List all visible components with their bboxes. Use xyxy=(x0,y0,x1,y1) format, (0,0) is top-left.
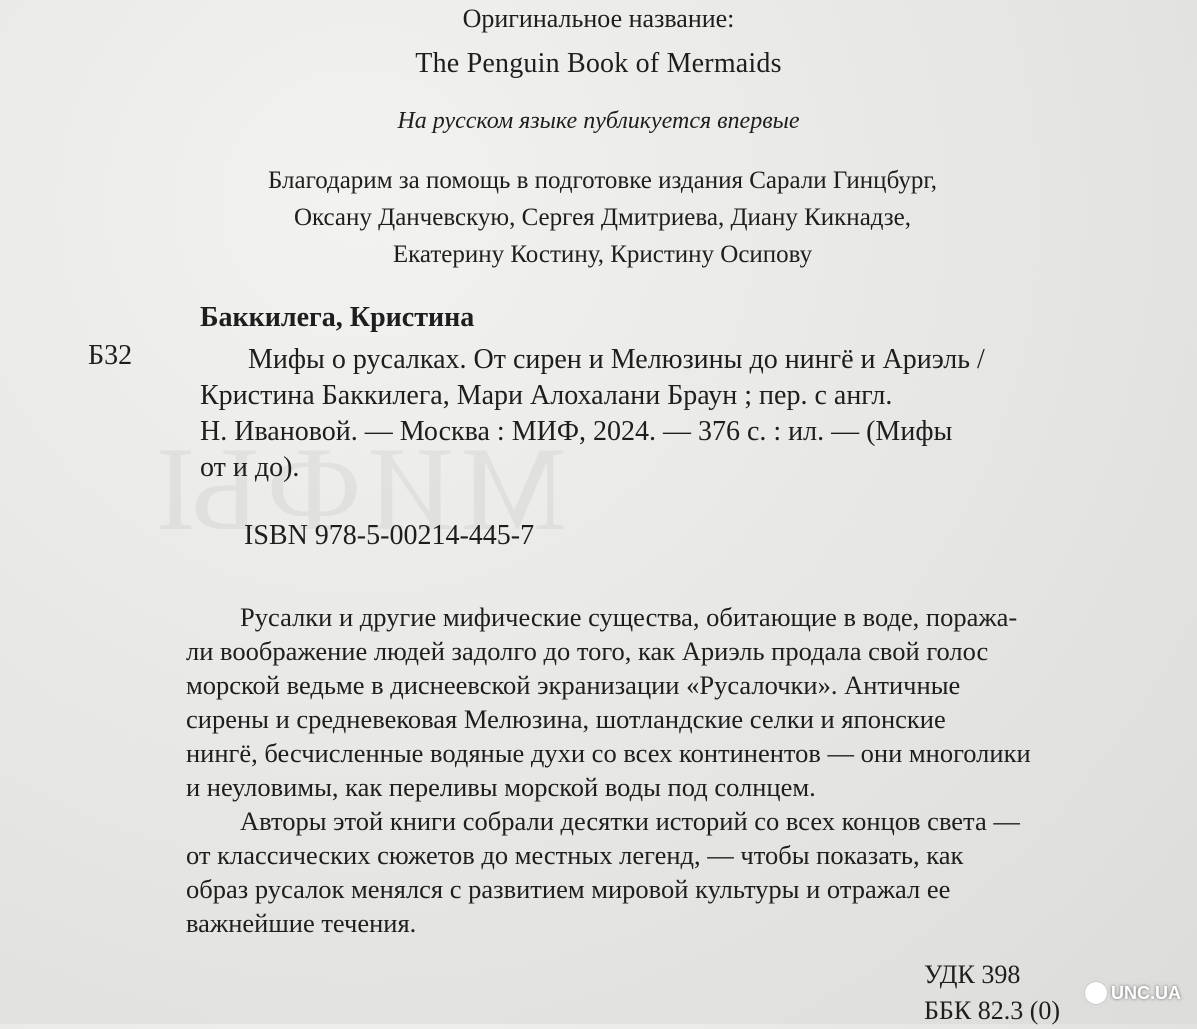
author-heading: Баккилега, Кристина xyxy=(200,302,475,333)
author-code: Б32 xyxy=(88,340,133,371)
description-line: от и до). xyxy=(200,452,300,483)
isbn: ISBN 978-5-00214-445-7 xyxy=(244,520,535,551)
udk-code: УДК 398 xyxy=(924,960,1021,989)
bbk-code: ББК 82.3 (0) xyxy=(924,996,1061,1025)
original-title-label: Оригинальное название: xyxy=(462,4,735,33)
description-line: Кристина Баккилега, Мари Алохалани Браун ; пер. с англ. xyxy=(200,380,893,411)
annotation-line: от классических сюжетов до местных легенд, — чтобы показать, как xyxy=(186,840,964,870)
annotation-line: ли воображение людей задолго до того, как Ариэль продала свой голос xyxy=(186,636,989,666)
annotation-line: морской ведьме в диснеевской экранизации «Русалочки». Античные xyxy=(186,670,961,700)
annotation-line: важнейшие течения. xyxy=(186,908,417,938)
original-title: The Penguin Book of Mermaids xyxy=(415,48,782,79)
watermark-text: UNC.UA xyxy=(1111,982,1181,1003)
annotation-line: образ русалок менялся с развитием мировой культуры и отражал ее xyxy=(186,874,951,904)
acknowledgements xyxy=(180,162,1025,273)
acknowledgement-line: Благодарим за помощь в подготовке издания Сарали Гинцбург, xyxy=(267,167,938,194)
annotation-line: Русалки и другие мифические существа, обитающие в воде, поража- xyxy=(240,602,1018,632)
annotation-line: и неуловимы, как переливы морской воды под солнцем. xyxy=(186,772,816,802)
annotation xyxy=(186,600,1106,940)
annotation-line: сирены и средневековая Мелюзина, шотландские селки и японские xyxy=(186,704,946,734)
annotation-line: нингё, бесчисленные водяные духи со всех континентов — они многолики xyxy=(186,738,1031,768)
watermark xyxy=(1085,966,1193,1020)
first-publication-note: На русском языке публикуется впервые xyxy=(397,108,800,134)
annotation-line: Авторы этой книги собрали десятки историй со всех концов света — xyxy=(240,806,1020,836)
description-line: Мифы о русалках. От сирен и Мелюзины до нингё и Ариэль / xyxy=(248,344,985,375)
sun-icon xyxy=(1085,982,1107,1004)
acknowledgement-line: Оксану Данчевскую, Сергея Дмитриева, Диану Кикнадзе, xyxy=(293,204,912,231)
classification-codes xyxy=(924,957,1060,1029)
description-line: Н. Ивановой. — Москва : МИФ, 2024. — 376 с. : ил. — (Мифы xyxy=(200,416,953,447)
acknowledgement-line: Екатерину Костину, Кристину Осипову xyxy=(392,241,813,268)
bibliographic-description xyxy=(200,342,1105,486)
